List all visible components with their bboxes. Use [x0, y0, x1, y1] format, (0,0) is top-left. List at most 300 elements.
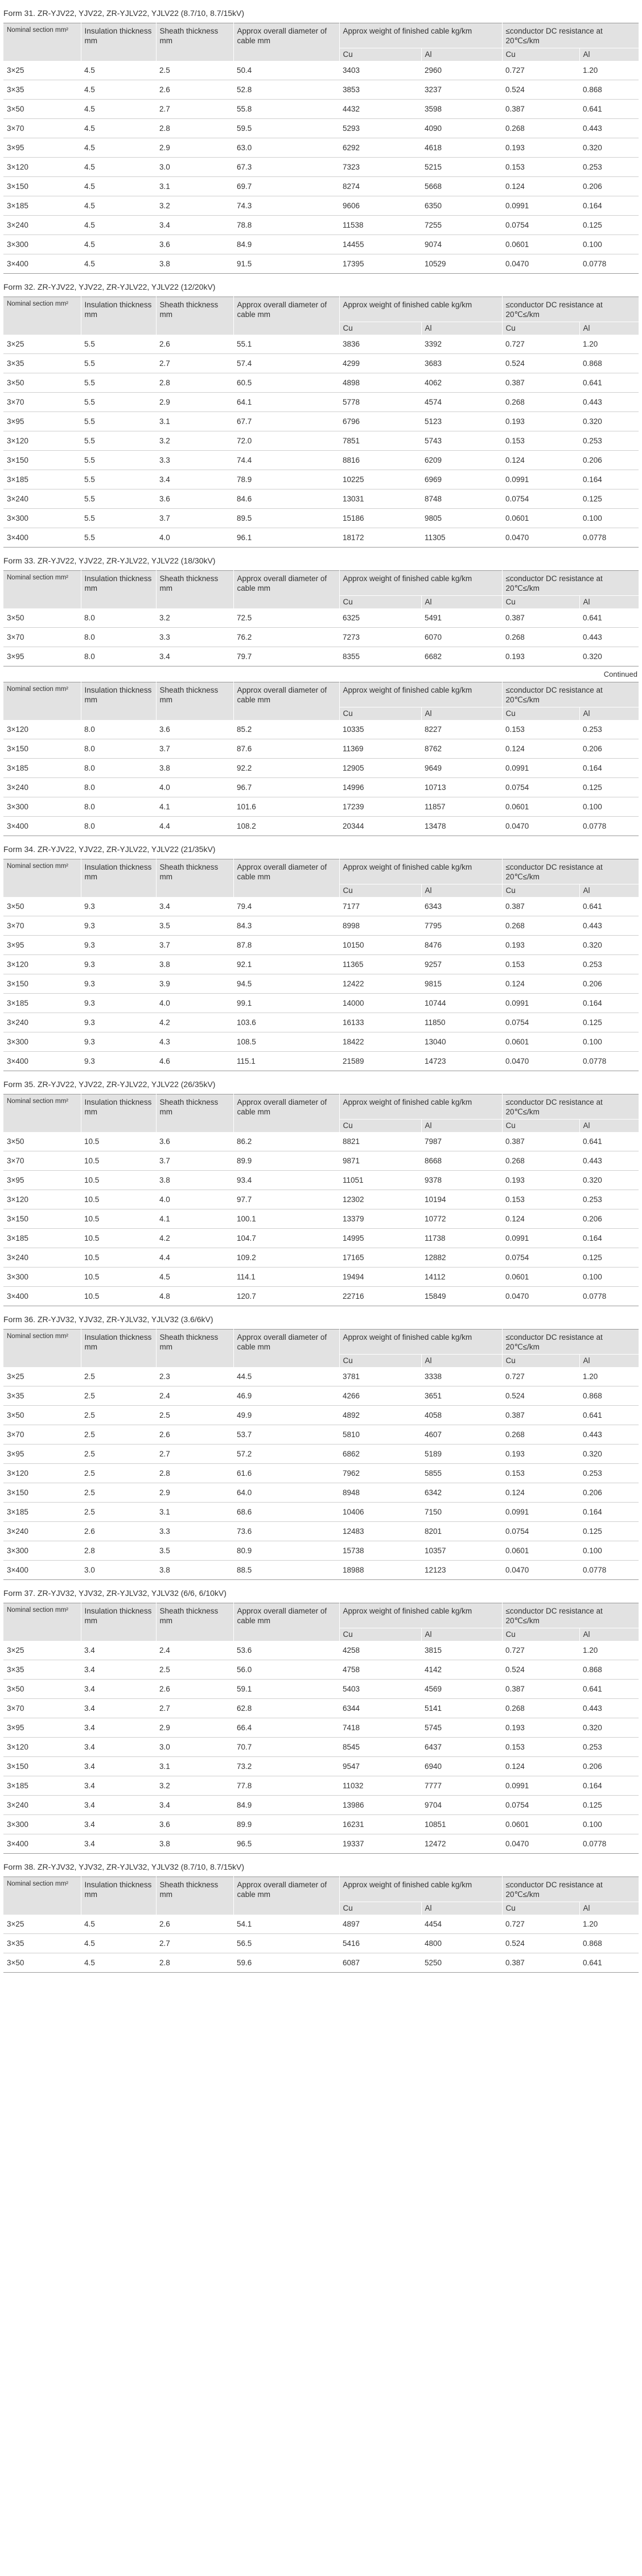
- table-cell: 5416: [339, 1934, 421, 1953]
- table-cell: 6292: [339, 138, 421, 158]
- table-cell: 2.5: [81, 1503, 156, 1522]
- table-cell: 5250: [421, 1953, 502, 1973]
- table-cell: 9.3: [81, 974, 156, 994]
- table-cell: 0.320: [579, 936, 639, 955]
- table-cell: 3.3: [156, 1522, 233, 1541]
- header-weight: Approx weight of finished cable kg/km: [339, 1877, 502, 1902]
- table-cell: 0.0601: [502, 509, 579, 528]
- table-cell: 0.100: [579, 1032, 639, 1052]
- table-cell: 14995: [339, 1229, 421, 1248]
- header-al: Al: [579, 707, 639, 721]
- header-row: [3, 1330, 639, 1355]
- table-cell: 3.6: [156, 489, 233, 509]
- header-insulation: Insulation thickness mm: [81, 1330, 156, 1368]
- form-title: Form 34. ZR-YJV22, YJV22, ZR-YJLV22, YJLV22 (21/35kV): [3, 845, 216, 854]
- header-resistance: ≤conductor DC resistance at 20℃≤/km: [502, 1094, 639, 1120]
- table-cell: 4.0: [156, 528, 233, 548]
- table-cell: 92.2: [233, 759, 339, 778]
- table-cell: 4.8: [156, 1287, 233, 1306]
- table-row: [3, 431, 639, 451]
- header-cu: Cu: [502, 322, 579, 335]
- table-cell: 3.0: [156, 1738, 233, 1757]
- table-cell: 0.0754: [502, 1522, 579, 1541]
- header-al: Al: [421, 1120, 502, 1133]
- table-cell: 0.193: [502, 936, 579, 955]
- table-cell: 3.6: [156, 235, 233, 254]
- table-cell: 0.641: [579, 1680, 639, 1699]
- table-cell: 77.8: [233, 1776, 339, 1796]
- table-cell: 115.1: [233, 1052, 339, 1071]
- table-cell: 0.641: [579, 1406, 639, 1425]
- header-cu: Cu: [339, 707, 421, 721]
- form-title: Form 32. ZR-YJV22, YJV22, ZR-YJLV22, YJLV22 (12/20kV): [3, 282, 216, 291]
- table-cell: 4574: [421, 393, 502, 412]
- table-cell: 59.5: [233, 119, 339, 138]
- table-cell: 49.9: [233, 1406, 339, 1425]
- table-row: [3, 1171, 639, 1190]
- table-cell: 0.868: [579, 1386, 639, 1406]
- table-cell: 3×185: [3, 1503, 81, 1522]
- header-cu: Cu: [502, 596, 579, 609]
- table-cell: 3.4: [156, 897, 233, 916]
- table-cell: 9.3: [81, 936, 156, 955]
- table-row: [3, 1151, 639, 1171]
- table-cell: 63.0: [233, 138, 339, 158]
- table-cell: 3×70: [3, 1151, 81, 1171]
- header-al: Al: [421, 1628, 502, 1641]
- table-cell: 88.5: [233, 1561, 339, 1580]
- table-cell: 0.0991: [502, 1776, 579, 1796]
- table-cell: 3.7: [156, 739, 233, 759]
- table-cell: 0.153: [502, 1190, 579, 1209]
- table-cell: 0.193: [502, 1445, 579, 1464]
- table-cell: 0.443: [579, 1699, 639, 1718]
- table-cell: 3×50: [3, 1680, 81, 1699]
- table-cell: 80.9: [233, 1541, 339, 1561]
- table-cell: 3×35: [3, 354, 81, 373]
- table-cell: 0.524: [502, 80, 579, 100]
- table-cell: 0.206: [579, 1757, 639, 1776]
- table-cell: 55.1: [233, 335, 339, 354]
- table-cell: 0.727: [502, 1641, 579, 1660]
- table-cell: 84.6: [233, 489, 339, 509]
- table-cell: 10.5: [81, 1268, 156, 1287]
- table-cell: 4.5: [81, 235, 156, 254]
- table-cell: 0.124: [502, 1757, 579, 1776]
- table-cell: 3.8: [156, 1561, 233, 1580]
- table-cell: 6796: [339, 412, 421, 431]
- table-cell: 68.6: [233, 1503, 339, 1522]
- table-cell: 0.0778: [579, 1052, 639, 1071]
- table-cell: 8355: [339, 647, 421, 666]
- table-cell: 5.5: [81, 470, 156, 489]
- table-cell: 0.443: [579, 1151, 639, 1171]
- table-cell: 0.0778: [579, 254, 639, 274]
- table-cell: 3.4: [156, 470, 233, 489]
- table-header: [3, 1330, 639, 1368]
- table-row: [3, 489, 639, 509]
- table-cell: 4898: [339, 373, 421, 393]
- table-row: [3, 1561, 639, 1580]
- table-cell: 2.5: [81, 1367, 156, 1386]
- table-cell: 3.7: [156, 509, 233, 528]
- header-cu: Cu: [502, 1628, 579, 1641]
- table-cell: 7177: [339, 897, 421, 916]
- header-diameter: Approx overall diameter of cable mm: [233, 1094, 339, 1133]
- table-cell: 14723: [421, 1052, 502, 1071]
- table-cell: 3×400: [3, 1834, 81, 1854]
- table-cell: 0.100: [579, 797, 639, 817]
- table-cell: 0.320: [579, 1445, 639, 1464]
- table-cell: 0.125: [579, 489, 639, 509]
- table-row: [3, 974, 639, 994]
- table-cell: 1.20: [579, 335, 639, 354]
- table-cell: 5778: [339, 393, 421, 412]
- header-nominal-section: Nominal section mm²: [3, 1877, 81, 1915]
- table-cell: 73.6: [233, 1522, 339, 1541]
- table-cell: 2.8: [156, 373, 233, 393]
- table-cell: 4.5: [81, 254, 156, 274]
- table-cell: 4.5: [156, 1268, 233, 1287]
- table-cell: 3.6: [156, 1132, 233, 1151]
- table-cell: 3×150: [3, 739, 81, 759]
- table-cell: 6342: [421, 1483, 502, 1503]
- table-cell: 59.1: [233, 1680, 339, 1699]
- header-al: Al: [579, 322, 639, 335]
- table-cell: 8.0: [81, 817, 156, 836]
- table-cell: 2.6: [156, 1425, 233, 1445]
- table-cell: 12483: [339, 1522, 421, 1541]
- table-cell: 0.641: [579, 100, 639, 119]
- table-row: [3, 1953, 639, 1973]
- table-cell: 0.0778: [579, 817, 639, 836]
- header-sheath: Sheath thickness mm: [156, 1330, 233, 1368]
- table-row: [3, 1032, 639, 1052]
- table-cell: 10225: [339, 470, 421, 489]
- table-cell: 0.100: [579, 1268, 639, 1287]
- table-body: [3, 1915, 639, 1973]
- table-cell: 11305: [421, 528, 502, 548]
- table-cell: 8948: [339, 1483, 421, 1503]
- header-insulation: Insulation thickness mm: [81, 682, 156, 721]
- table-cell: 3×300: [3, 1815, 81, 1834]
- table-cell: 14000: [339, 994, 421, 1013]
- table-cell: 3×185: [3, 994, 81, 1013]
- table-cell: 3.7: [156, 1151, 233, 1171]
- table-cell: 0.124: [502, 1483, 579, 1503]
- header-sheath: Sheath thickness mm: [156, 23, 233, 61]
- table-cell: 0.443: [579, 393, 639, 412]
- table-cell: 5.5: [81, 431, 156, 451]
- header-cu: Cu: [339, 1628, 421, 1641]
- table-cell: 3×95: [3, 1171, 81, 1190]
- table-cell: 9378: [421, 1171, 502, 1190]
- header-sheath: Sheath thickness mm: [156, 682, 233, 721]
- table-cell: 9.3: [81, 994, 156, 1013]
- table-cell: 2.3: [156, 1367, 233, 1386]
- header-sheath: Sheath thickness mm: [156, 297, 233, 335]
- table-cell: 5745: [421, 1718, 502, 1738]
- table-cell: 0.124: [502, 451, 579, 470]
- table-cell: 64.0: [233, 1483, 339, 1503]
- header-al: Al: [421, 884, 502, 898]
- table-cell: 2.5: [156, 61, 233, 80]
- table-cell: 86.2: [233, 1132, 339, 1151]
- table-row: [3, 509, 639, 528]
- table-cell: 101.6: [233, 797, 339, 817]
- table-row: [3, 470, 639, 489]
- table-row: [3, 1541, 639, 1561]
- table-cell: 70.7: [233, 1738, 339, 1757]
- table-cell: 0.193: [502, 1171, 579, 1190]
- table-cell: 0.125: [579, 1013, 639, 1032]
- table-cell: 0.387: [502, 1406, 579, 1425]
- table-cell: 3×70: [3, 916, 81, 936]
- table-cell: 3×25: [3, 61, 81, 80]
- table-cell: 14996: [339, 778, 421, 797]
- table-cell: 3598: [421, 100, 502, 119]
- header-diameter: Approx overall diameter of cable mm: [233, 297, 339, 335]
- table-cell: 87.6: [233, 739, 339, 759]
- table-row: [3, 61, 639, 80]
- table-cell: 4.1: [156, 797, 233, 817]
- table-cell: 3×120: [3, 431, 81, 451]
- table-cell: 0.125: [579, 216, 639, 235]
- table-cell: 6969: [421, 470, 502, 489]
- table-cell: 8816: [339, 451, 421, 470]
- table-cell: 0.387: [502, 1953, 579, 1973]
- header-insulation: Insulation thickness mm: [81, 1603, 156, 1641]
- spec-table: [3, 1877, 639, 1973]
- table-row: [3, 80, 639, 100]
- table-cell: 7418: [339, 1718, 421, 1738]
- table-cell: 108.5: [233, 1032, 339, 1052]
- table-cell: 0.153: [502, 955, 579, 974]
- table-cell: 56.0: [233, 1660, 339, 1680]
- table-cell: 3.9: [156, 974, 233, 994]
- table-cell: 3.0: [81, 1561, 156, 1580]
- table-cell: 6437: [421, 1738, 502, 1757]
- table-cell: 5.5: [81, 451, 156, 470]
- table-cell: 3.8: [156, 955, 233, 974]
- table-cell: 13379: [339, 1209, 421, 1229]
- header-nominal-section: Nominal section mm²: [3, 1094, 81, 1133]
- table-cell: 13031: [339, 489, 421, 509]
- table-cell: 0.443: [579, 628, 639, 647]
- spec-table: [3, 570, 639, 666]
- header-weight: Approx weight of finished cable kg/km: [339, 682, 502, 707]
- table-row: [3, 196, 639, 216]
- table-row: [3, 1132, 639, 1151]
- table-cell: 46.9: [233, 1386, 339, 1406]
- header-weight: Approx weight of finished cable kg/km: [339, 1094, 502, 1120]
- table-cell: 3×150: [3, 1483, 81, 1503]
- table-cell: 3×120: [3, 955, 81, 974]
- header-cu: Cu: [339, 1120, 421, 1133]
- header-weight: Approx weight of finished cable kg/km: [339, 859, 502, 884]
- table-row: [3, 1776, 639, 1796]
- table-cell: 0.0754: [502, 778, 579, 797]
- table-row: [3, 1522, 639, 1541]
- table-row: [3, 1464, 639, 1483]
- table-cell: 3.4: [156, 216, 233, 235]
- table-cell: 12422: [339, 974, 421, 994]
- table-row: [3, 1190, 639, 1209]
- table-cell: 0.727: [502, 61, 579, 80]
- table-cell: 2.8: [156, 1953, 233, 1973]
- table-cell: 0.0754: [502, 1796, 579, 1815]
- table-cell: 6325: [339, 608, 421, 628]
- table-cell: 0.0601: [502, 1541, 579, 1561]
- table-row: [3, 412, 639, 431]
- table-cell: 22716: [339, 1287, 421, 1306]
- header-al: Al: [579, 1628, 639, 1641]
- table-cell: 3×185: [3, 1776, 81, 1796]
- table-cell: 94.5: [233, 974, 339, 994]
- table-cell: 55.8: [233, 100, 339, 119]
- header-al: Al: [579, 48, 639, 61]
- table-cell: 8.0: [81, 797, 156, 817]
- table-row: [3, 1013, 639, 1032]
- table-cell: 2.9: [156, 393, 233, 412]
- table-cell: 8.0: [81, 608, 156, 628]
- table-cell: 5.5: [81, 373, 156, 393]
- header-nominal-section: Nominal section mm²: [3, 23, 81, 61]
- table-cell: 8.0: [81, 647, 156, 666]
- table-cell: 4.4: [156, 817, 233, 836]
- header-weight: Approx weight of finished cable kg/km: [339, 571, 502, 596]
- table-cell: 0.268: [502, 1151, 579, 1171]
- table-cell: 8.0: [81, 720, 156, 739]
- table-row: [3, 1834, 639, 1854]
- table-cell: 61.6: [233, 1464, 339, 1483]
- table-cell: 3×35: [3, 1934, 81, 1953]
- header-resistance: ≤conductor DC resistance at 20℃≤/km: [502, 571, 639, 596]
- table-cell: 3×95: [3, 412, 81, 431]
- table-cell: 0.100: [579, 1815, 639, 1834]
- table-cell: 3×300: [3, 1541, 81, 1561]
- table-cell: 0.164: [579, 1229, 639, 1248]
- table-cell: 3×300: [3, 1268, 81, 1287]
- table-cell: 7987: [421, 1132, 502, 1151]
- table-cell: 5141: [421, 1699, 502, 1718]
- table-cell: 3×70: [3, 119, 81, 138]
- table-cell: 0.153: [502, 1738, 579, 1757]
- table-cell: 10.5: [81, 1151, 156, 1171]
- table-row: [3, 759, 639, 778]
- table-cell: 0.124: [502, 739, 579, 759]
- table-cell: 0.124: [502, 1209, 579, 1229]
- header-nominal-section: Nominal section mm²: [3, 859, 81, 898]
- table-cell: 9871: [339, 1151, 421, 1171]
- table-row: [3, 916, 639, 936]
- table-cell: 4299: [339, 354, 421, 373]
- table-cell: 12302: [339, 1190, 421, 1209]
- table-cell: 3×300: [3, 235, 81, 254]
- header-cu: Cu: [339, 884, 421, 898]
- table-cell: 3.8: [156, 1171, 233, 1190]
- table-cell: 3.2: [156, 1776, 233, 1796]
- table-cell: 0.125: [579, 778, 639, 797]
- table-cell: 0.641: [579, 1953, 639, 1973]
- table-cell: 3.8: [156, 759, 233, 778]
- table-body: [3, 61, 639, 274]
- table-body: [3, 1132, 639, 1306]
- table-cell: 78.8: [233, 216, 339, 235]
- table-row: [3, 797, 639, 817]
- table-cell: 4.2: [156, 1013, 233, 1032]
- header-sheath: Sheath thickness mm: [156, 571, 233, 609]
- table-cell: 0.0778: [579, 528, 639, 548]
- table-cell: 2.7: [156, 1699, 233, 1718]
- table-cell: 7323: [339, 158, 421, 177]
- table-cell: 0.153: [502, 431, 579, 451]
- table-cell: 0.0991: [502, 1229, 579, 1248]
- table-cell: 0.0778: [579, 1287, 639, 1306]
- table-cell: 0.0470: [502, 1834, 579, 1854]
- table-cell: 4569: [421, 1680, 502, 1699]
- table-cell: 10851: [421, 1815, 502, 1834]
- table-cell: 3×400: [3, 1052, 81, 1071]
- table-cell: 12882: [421, 1248, 502, 1268]
- table-cell: 9.3: [81, 1052, 156, 1071]
- table-row: [3, 1660, 639, 1680]
- table-row: [3, 1796, 639, 1815]
- table-cell: 2.5: [81, 1445, 156, 1464]
- table-cell: 18172: [339, 528, 421, 548]
- header-resistance: ≤conductor DC resistance at 20℃≤/km: [502, 23, 639, 48]
- table-cell: 0.387: [502, 897, 579, 916]
- header-weight: Approx weight of finished cable kg/km: [339, 297, 502, 322]
- table-cell: 0.164: [579, 1503, 639, 1522]
- table-cell: 3×300: [3, 509, 81, 528]
- table-cell: 4266: [339, 1386, 421, 1406]
- table-cell: 4.5: [81, 138, 156, 158]
- table-cell: 0.164: [579, 759, 639, 778]
- table-cell: 3×95: [3, 1445, 81, 1464]
- table-row: [3, 1815, 639, 1834]
- table-cell: 0.206: [579, 974, 639, 994]
- table-cell: 87.8: [233, 936, 339, 955]
- table-cell: 2.4: [156, 1386, 233, 1406]
- table-cell: 10.5: [81, 1248, 156, 1268]
- table-cell: 15738: [339, 1541, 421, 1561]
- table-cell: 4.3: [156, 1032, 233, 1052]
- table-cell: 3×120: [3, 158, 81, 177]
- table-cell: 2.9: [156, 138, 233, 158]
- table-cell: 3.5: [156, 1541, 233, 1561]
- table-cell: 5403: [339, 1680, 421, 1699]
- table-cell: 2.7: [156, 1445, 233, 1464]
- table-cell: 0.0601: [502, 1032, 579, 1052]
- table-cell: 3853: [339, 80, 421, 100]
- header-diameter: Approx overall diameter of cable mm: [233, 571, 339, 609]
- table-cell: 3.2: [156, 608, 233, 628]
- table-cell: 3×120: [3, 1738, 81, 1757]
- table-cell: 3.4: [81, 1815, 156, 1834]
- table-row: [3, 1425, 639, 1445]
- table-cell: 0.0601: [502, 1268, 579, 1287]
- table-cell: 0.100: [579, 235, 639, 254]
- table-row: [3, 647, 639, 666]
- table-body: [3, 897, 639, 1071]
- table-cell: 3.3: [156, 451, 233, 470]
- table-cell: 5.5: [81, 528, 156, 548]
- table-cell: 8748: [421, 489, 502, 509]
- header-diameter: Approx overall diameter of cable mm: [233, 23, 339, 61]
- table-cell: 2.8: [81, 1541, 156, 1561]
- table-cell: 0.868: [579, 1934, 639, 1953]
